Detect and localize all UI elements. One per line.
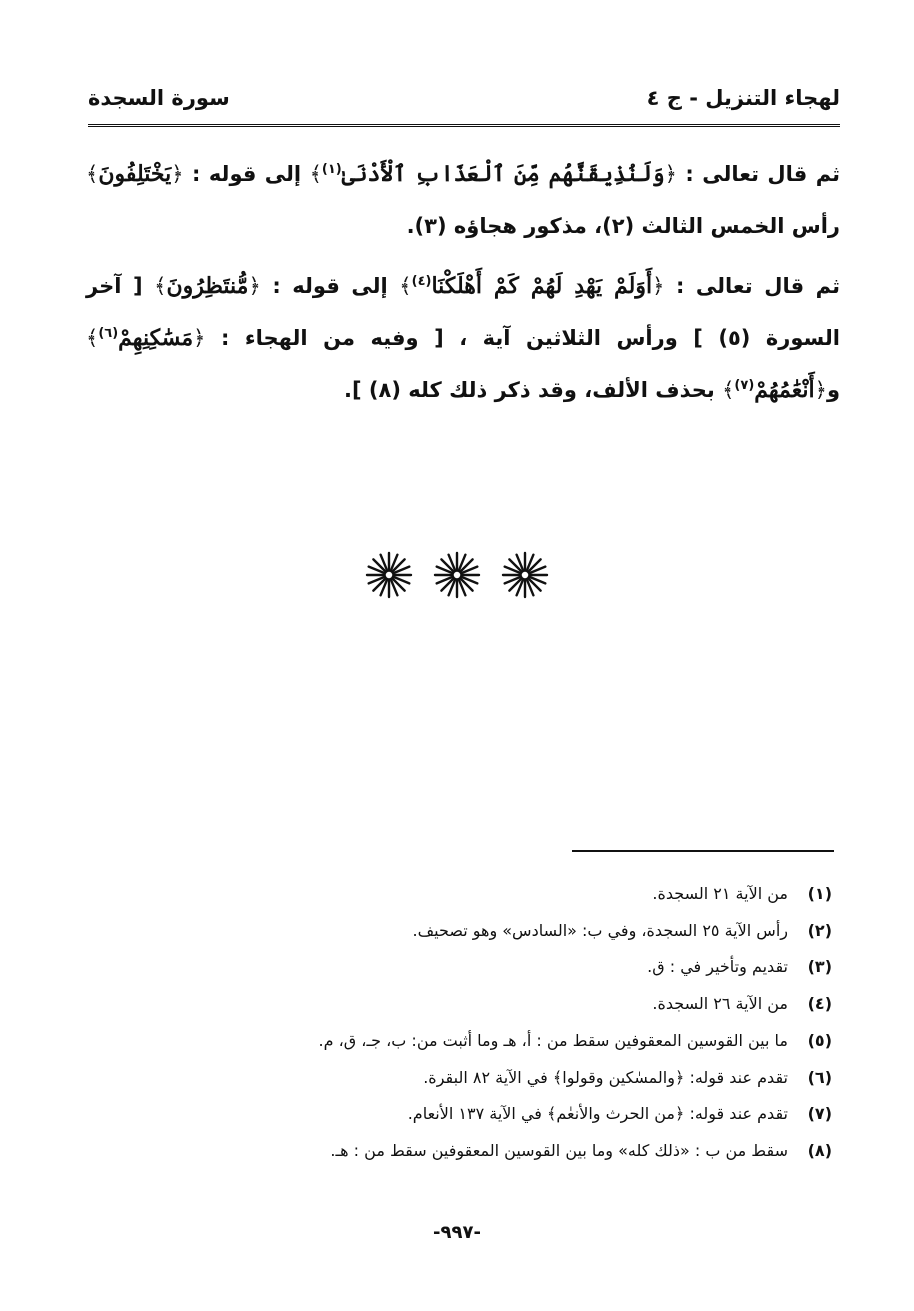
ornate-bracket-close-icon: ﴾ — [399, 274, 412, 298]
footnote-number: (٢) — [807, 920, 832, 940]
page-number: -٩٩٧- — [433, 1222, 481, 1243]
quran-word-1: مَسَٰكِنِهِمْ — [118, 325, 194, 351]
quran-verse-end: يَخْتَلِفُونَ — [98, 161, 172, 187]
ornate-bracket-open-icon: ﴿ — [814, 378, 827, 402]
footnote-ref: (٤) — [411, 274, 432, 289]
footnote-text: ما بين القوسين المعقوفين سقط من : أ، هـ وما أثبت من: ب، جـ، ق، م. — [318, 1030, 788, 1050]
footnote-text: تقدم عند قوله: ﴿والمسٰكين وقولوا﴾ في الآية ٨٢ البقرة. — [423, 1067, 788, 1087]
conjunction: و — [826, 378, 840, 402]
intro-text: ثم قال تعالى : — [675, 274, 840, 298]
footnote-item — [200, 986, 832, 1023]
book-title: لهجاء التنزيل - ج ٤ — [646, 86, 840, 110]
footnote-number: (٣) — [807, 957, 832, 977]
ornate-bracket-open-icon: ﴿ — [171, 162, 184, 186]
footnotes-list — [200, 876, 832, 1170]
footnote-ref: (٦) — [98, 326, 119, 341]
ornate-bracket-open-icon: ﴿ — [193, 326, 206, 350]
footnote-item — [200, 1133, 832, 1170]
footnote-number: (٥) — [807, 1030, 832, 1050]
ornate-bracket-close-icon: ﴾ — [86, 162, 99, 186]
quran-verse-start: أَوَلَمْ يَهْدِ لَهُمْ كَمْ أَهْلَكْنَا — [431, 273, 653, 299]
footnote-text: من الآية ٢٦ السجدة. — [652, 994, 788, 1014]
footnote-ref: (٧) — [734, 378, 755, 393]
to-text: إلى قوله : — [272, 274, 388, 298]
footnote-text: من الآية ٢١ السجدة. — [652, 884, 788, 903]
footnote-ref: (١) — [321, 162, 342, 177]
ornate-bracket-close-icon: ﴾ — [722, 378, 735, 402]
to-text: إلى قوله : — [191, 162, 302, 186]
paragraph-2 — [86, 260, 840, 416]
bracket-text: [ آخر السورة (٥) ] ورأس الثلاثين آية ، [ وفيه من الهجاء : — [86, 274, 841, 350]
header-divider — [88, 124, 840, 127]
footnote-item — [200, 913, 832, 950]
intro-text: ثم قال تعالى : — [685, 162, 841, 186]
section-separator — [357, 543, 557, 607]
paragraph-tail: رأس الخمس الثالث (٢)، مذكور هجاؤه (٣). — [406, 214, 840, 238]
footnote-divider — [572, 850, 834, 852]
footnote-number: (٦) — [807, 1067, 832, 1087]
running-header — [88, 82, 840, 122]
footnote-text: تقديم وتأخير في : ق. — [647, 957, 788, 977]
quran-word-2: أَنْعَٰمُهُمْ — [754, 377, 815, 403]
footnote-item — [200, 876, 832, 913]
footnote-text: رأس الآية ٢٥ السجدة، وفي ب: «السادس» وهو تصحيف. — [412, 920, 788, 940]
quran-verse-end: مُّنتَظِرُونَ — [166, 273, 249, 299]
footnote-number: (٤) — [807, 994, 832, 1014]
ornate-bracket-close-icon: ﴾ — [154, 274, 167, 298]
asterism-burst-icon — [503, 553, 547, 597]
footnote-number: (٨) — [807, 1140, 832, 1160]
ornate-bracket-close-icon: ﴾ — [86, 326, 99, 350]
ornate-bracket-open-icon: ﴿ — [664, 162, 677, 186]
footnote-item — [200, 1096, 832, 1133]
surah-name: سورة السجدة — [88, 86, 230, 110]
asterism-burst-icon — [367, 553, 411, 597]
footnote-text: تقدم عند قوله: ﴿من الحرث والأنعٰم﴾ في الآية ١٣٧ الأنعام. — [407, 1104, 788, 1124]
footnote-number: (١) — [807, 884, 832, 903]
footnote-text: سقط من ب : «ذلك كله» وما بين القوسين المعقوفين سقط من : هـ. — [330, 1140, 788, 1160]
footnote-number: (٧) — [807, 1104, 832, 1124]
footnote-item — [200, 1060, 832, 1097]
asterism-burst-icon — [435, 553, 479, 597]
quran-verse-start: وَلَنُذِيقَنَّهُم مِّنَ ٱلْعَذَابِ ٱلْأَدْنَىٰ — [341, 161, 665, 187]
paragraph-1 — [86, 148, 840, 252]
paragraph-tail: بحذف الألف، وقد ذكر ذلك كله (٨) ]. — [344, 378, 715, 402]
footnote-item — [200, 1023, 832, 1060]
ornate-bracket-open-icon: ﴿ — [248, 274, 261, 298]
ornate-bracket-close-icon: ﴾ — [309, 162, 322, 186]
main-text — [86, 148, 840, 416]
ornate-bracket-open-icon: ﴿ — [652, 274, 665, 298]
footnote-item — [200, 949, 832, 986]
